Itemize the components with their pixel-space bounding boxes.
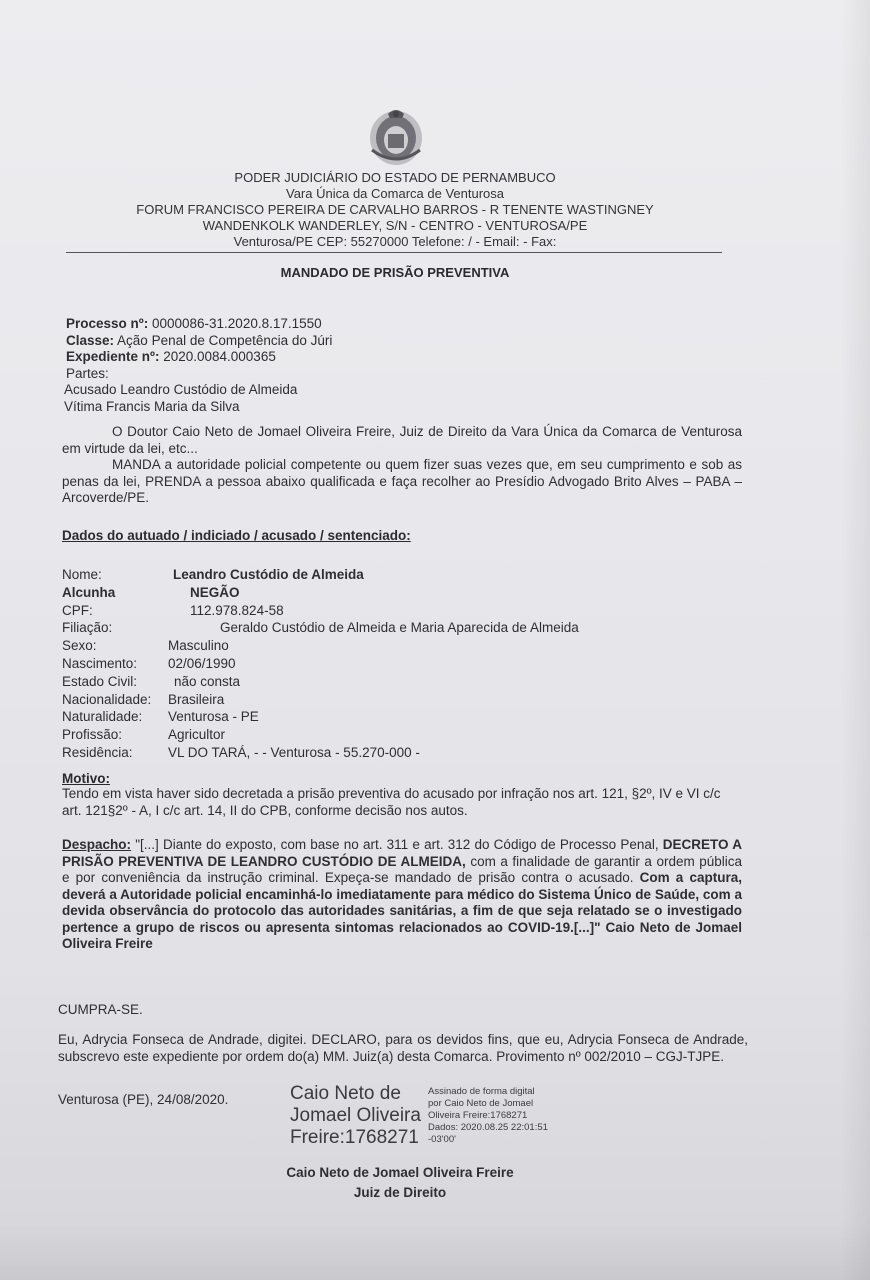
despacho-decree: DECRETO A PRISÃO PREVENTIVA DE LEANDRO CUSTÓDIO DE ALMEIDA, [62, 837, 742, 869]
despacho-covid-order: Com a captura, deverá a Autoridade policial encaminhá-lo imediatamente para médico do Sistema Único de Saúde, com a devida observância do protocolo das autoridades sanitárias, a fim de que seja relatado se o investigado pertence a grupo de riscos ou apresenta sintomas relacionados ao COVID-19.[...]" Caio Neto de Jomael Oliveira Freire [62, 870, 742, 951]
acusado-line: Acusado Leandro Custódio de Almeida [64, 382, 298, 397]
residencia-label: Residência: [62, 744, 133, 760]
profissao-label: Profissão: [62, 727, 123, 743]
nascimento-value: 02/06/1990 [168, 655, 236, 671]
filiacao-label: Filiação: [62, 620, 113, 636]
nascimento-label: Nascimento: [62, 655, 138, 671]
header-line-2: Vara Única da Comarca de Venturosa [286, 186, 504, 201]
alcunha-value: NEGÃO [190, 584, 240, 600]
profissao-value: Agricultor [168, 727, 226, 743]
alcunha-label: Alcunha [62, 584, 116, 600]
expediente-value: 2020.0084.000365 [163, 349, 276, 364]
header-line-1: PODER JUDICIÁRIO DO ESTADO DE PERNAMBUCO [234, 170, 556, 185]
despacho-label: Despacho: [62, 837, 132, 852]
despacho-text [62, 837, 742, 953]
classe-value: Ação Penal de Competência do Júri [117, 332, 333, 348]
sexo-value: Masculino [168, 638, 229, 654]
motivo-label: Motivo: [62, 771, 110, 786]
sig-meta-line-3: Oliveira Freire:1768271 [428, 1110, 528, 1121]
processo-value: 0000086-31.2020.8.17.1550 [151, 316, 322, 331]
header-line-4: WANDENKOLK WANDERLEY, S/N - CENTRO - VENTUROSA/PE [202, 218, 588, 233]
digital-signature-name [290, 1083, 421, 1149]
header-line-3: FORUM FRANCISCO PEREIRA DE CARVALHO BARROS - R TENENTE WASTINGNEY [136, 202, 654, 217]
processo-label: Processo nº: [66, 316, 149, 331]
page-edge-shadow [840, 0, 870, 1280]
expediente-label: Expediente nº: [66, 349, 160, 364]
partes-label: Partes: [66, 365, 109, 381]
sig-name-line-3: Freire:1768271 [290, 1127, 419, 1148]
intro-text [62, 424, 742, 507]
sexo-label: Sexo: [62, 638, 97, 654]
sig-meta-line-5: -03'00' [428, 1134, 456, 1145]
dados-section-title: Dados do autuado / indiciado / acusado / sentenciado: [62, 528, 411, 543]
signer-block [200, 1163, 600, 1203]
naturalidade-value: Venturosa - PE [168, 709, 259, 725]
cpf-value: 112.978.824-58 [190, 602, 284, 618]
sig-meta-line-1: Assinado de forma digital [428, 1086, 535, 1097]
nome-label: Nome: [62, 567, 102, 582]
sig-meta-line-2: por Caio Neto de Jomael [428, 1098, 534, 1109]
digital-signature-meta [428, 1086, 548, 1146]
sig-name-line-1: Caio Neto de [290, 1083, 401, 1104]
signer-name: Caio Neto de Jomael Oliveira Freire [286, 1165, 514, 1180]
intro-paragraph-2: MANDA a autoridade policial competente ou quem fizer suas vezes que, em seu cumprimento e sob as penas da lei, PRENDA a pessoa abaixo qualificada e faça recolher ao Presídio Advogado Brito Alves – PABA – Arcoverde/PE. [62, 457, 742, 505]
filiacao-value: Geraldo Custódio de Almeida e Maria Aparecida de Almeida [220, 620, 579, 636]
declaration-text: Eu, Adrycia Fonseca de Andrade, digitei. DECLARO, para os devidos fins, que eu, Adrycia Fonseca de Andrade, subscrevo este expediente por ordem do(a) MM. Juiz(a) desta Comarca. Provimento nº 002/2010 – CGJ-TJPE. [58, 1032, 748, 1064]
city-date: Venturosa (PE), 24/08/2020. [58, 1092, 229, 1107]
nacionalidade-label: Nacionalidade: [62, 691, 152, 707]
cumpra-se: CUMPRA-SE. [58, 1002, 143, 1017]
court-header [60, 170, 730, 250]
process-info [66, 316, 746, 415]
sig-meta-line-4: Dados: 2020.08.25 22:01:51 [428, 1122, 548, 1133]
despacho-part-1: "[...] Diante do exposto, com base no art. 311 e art. 312 do Código de Processo Penal, [131, 837, 663, 852]
page-bottom-shadow [0, 1220, 870, 1280]
document-title: MANDADO DE PRISÃO PREVENTIVA [280, 265, 510, 280]
nome-value: Leandro Custódio de Almeida [173, 567, 364, 582]
naturalidade-label: Naturalidade: [62, 709, 143, 725]
intro-paragraph-1: O Doutor Caio Neto de Jomael Oliveira Freire, Juiz de Direito da Vara Única da Comarca de Venturosa em virtude da lei, etc... [62, 424, 742, 456]
classe-label: Classe: [66, 332, 115, 348]
header-line-5: Venturosa/PE CEP: 55270000 Telefone: / - Email: - Fax: [233, 234, 557, 249]
residencia-value: VL DO TARÁ, - - Venturosa - 55.270-000 - [168, 744, 420, 760]
coat-of-arms-icon [366, 104, 426, 168]
sig-name-line-2: Jomael Oliveira [290, 1105, 421, 1126]
estado-civil-label: Estado Civil: [62, 673, 138, 689]
motivo-text: Tendo em vista haver sido decretada a prisão preventiva do acusado por infração nos art. 121, §2º, IV e VI c/c art. 121§2º - A, I c/c art. 14, II do CPB, conforme decisão nos autos. [62, 786, 721, 818]
vitima-line: Vítima Francis Maria da Silva [64, 398, 240, 414]
estado-civil-value: não consta [174, 673, 241, 689]
nacionalidade-value: Brasileira [168, 691, 225, 707]
signer-role: Juiz de Direito [353, 1185, 447, 1200]
cpf-label: CPF: [62, 602, 93, 618]
despacho-part-3: com a finalidade de garantir a ordem pública e por conveniência da instrução criminal. Expeça-se mandado de prisão contra o acusado. [62, 853, 742, 885]
header-divider [66, 252, 722, 253]
